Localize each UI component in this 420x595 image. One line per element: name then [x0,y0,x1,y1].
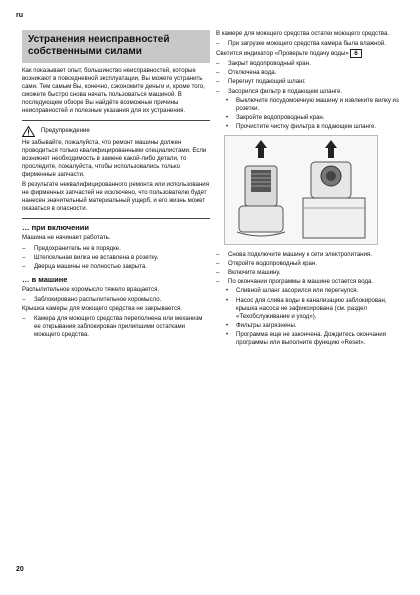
warning-heading-row [22,126,210,137]
language-code: ru [16,12,23,19]
sub-list-item: • Программа еще не закончена. Дождитесь окончания программы или выполните функцию «Reset». [226,330,386,346]
intro-paragraph: Как показывает опыт, большинство неисправностей, которые возникают в повседневной эксплуатации, Вы можете устранить сами. Тем самым Вы, конечно, сэкономите деньги и, кроме того, сможете быстро снова начать пользоваться машиной. В последующем обзоре Вы найдёте возможные причины неисправностей и полезные указания для их устранения. [22,67,205,115]
section-heading-machine: … в машине [22,274,68,284]
section-machine-lead-1: Распылительное коромысло тяжело вращается. [22,285,160,293]
list-item: – Откройте водопроводный кран. [216,260,317,268]
list-item: – Отключена вода. [216,69,277,77]
warning-text-2: В результате неквалифицированного ремонта или использования не фирменных запчастей не исключено, что пользователю будет нанесен значительный материальный ущерб, и его жизнь может оказаться в опасности. [22,181,210,213]
list-item: – Перегнут подающий шланг. [216,78,306,86]
list-item: – Включите машину. [216,269,281,277]
warning-box [22,120,210,220]
sub-list-item: • Фильтры загрязнены. [226,321,297,329]
list-item: – По окончании программы в машине остается вода. [216,278,374,286]
warning-text-1: Не забывайте, пожалуйста, что ремонт машины должен проводиться только квалифицированными специалистами. Если возникнет необходимость в замене какой-либо детали, то проследите, пожалуйста, чтобы использовались только фирменные запчасти. [22,138,207,178]
list-item: – При загрузке моющего средства камера была влажной. [216,40,386,48]
page-number: 20 [16,566,24,573]
warning-triangle-icon [22,126,35,137]
page-title: Устранения неисправностей собственными силами [22,30,210,63]
sub-list-item: • Выключите посудомоечную машину и извлеките вилку из розетки. [226,96,399,112]
list-item: – Камера для моющего средства переполнена или механизм ее открывания заблокирован прилипшими остатками моющего средства. [22,315,203,339]
list-item: – Дверца машины не полностью закрыта. [22,262,147,270]
filter-illustration [224,135,378,245]
sub-list-item: • Закройте водопроводный кран. [226,113,325,121]
right-paragraph-1: В камере для моющего средства остатки моющего средства. [216,30,390,37]
right-column [216,30,404,348]
warning-heading: Предупреждение [41,127,90,135]
sub-list-item: • Насос для слива воды в канализацию заблокирован, крышка насоса не зафиксирована (см. раздел «Техобслуживание и уход»). [226,296,387,320]
list-item: – Предохранитель не в порядке. [22,244,121,252]
list-item: – Закрыт водопроводный кран. [216,60,311,68]
left-column [22,30,210,340]
section-on-lead: Машина не начинает работать. [22,234,111,242]
sub-list-item: • Прочистите чистку фильтра в подающем шланге. [226,122,377,130]
sub-list-item: • Сливной шланг засорился или перегнулся. [226,287,359,295]
section-machine-lead-2: Крышка камеры для моющего средства не закрывается. [22,304,182,312]
section-heading-on: … при включении [22,223,90,233]
right-paragraph-2: Светится индикатор «Проверьте подачу воды» 6 [216,49,404,58]
indicator-key-badge: 6 [350,49,361,58]
list-item: – Засорился фильтр в подающем шланге. [216,87,343,95]
list-item: – Заблокировано распылительное коромысло. [22,295,162,303]
list-item: – Снова подключите машину к сети электропитания. [216,251,372,259]
list-item: – Штепсельная вилка не вставлена в розетку. [22,253,159,261]
